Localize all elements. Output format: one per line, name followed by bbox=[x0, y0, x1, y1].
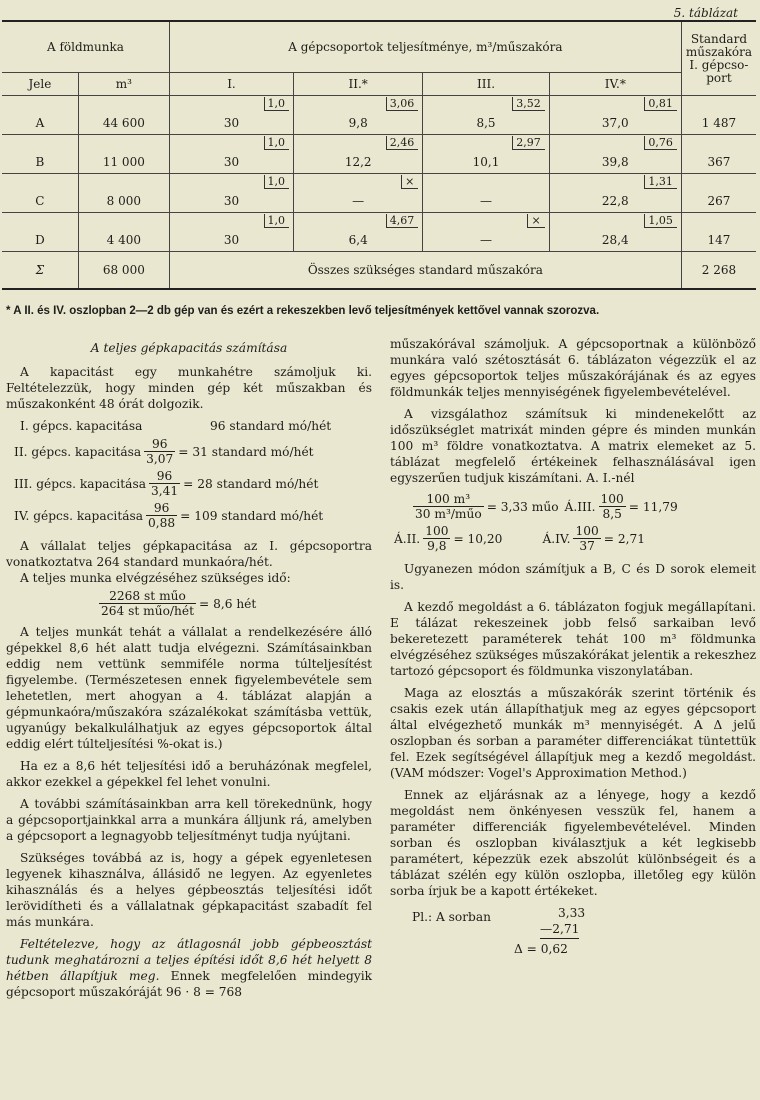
row-label: C bbox=[2, 190, 78, 213]
paragraph: Feltételezve, hogy az átlagosnál jobb gépbeosztást tudunk meghatározni a teljes építési időt 8,6 hét helyett 8 hétben állapítjuk meg. Ennek megfelelően mindegyik gépcsoport műszakóráját 96 · 8 = 768 bbox=[6, 937, 372, 999]
row-m3: 44 600 bbox=[78, 112, 169, 135]
paragraph: A kezdő megoldást a 6. táblázaton fogjuk megállapítani. E tálázat rekeszeinek jobb felső sarkaiban levő bekeretezett paraméterek tehát 100 m³ földmunka elvégzéséhez szükséges műszakórákat jelentik a rekeszhez tartozó gépcsoport és földmunka viszonylatában. bbox=[390, 600, 756, 678]
row-m3: 8 000 bbox=[78, 190, 169, 213]
header-teljesitmeny: A gépcsoportok teljesítménye, m³/műszakóra bbox=[169, 21, 681, 73]
capacity-table bbox=[2, 20, 756, 290]
param-cell: 2,97 bbox=[423, 135, 549, 152]
header-standard: Standard műszakóra I. gépcso- port bbox=[681, 21, 756, 96]
param-cell bbox=[423, 174, 549, 191]
param-cell: 0,76 bbox=[549, 135, 681, 152]
paragraph: Ennek az eljárásnak az a lényege, hogy a kezdő megoldást nem önkényesen vesszük fel, hanem a paraméter differenciák figyelembevételével. Minden sorban és oszlopban kiválasztjuk a két legkisebb paramétert, képezzük ezek abszolút különbségeit és a táblázat szélén egy külön oszlopba, illetőleg egy külön sorba írjuk be a kapott értékeket. bbox=[390, 788, 756, 898]
paragraph: Ugyanezen módon számítjuk a B, C és D sorok elemeit is. bbox=[390, 562, 756, 592]
header-group-1: I. bbox=[169, 73, 293, 96]
matrix-formula: $\frac{\text{100 m³}}{\text{30 m³/műo}}$ = 3,33 műo Á.III. $\frac{100}{8,5}$ = 11,79 bbox=[415, 492, 678, 521]
row-label: B bbox=[2, 151, 78, 174]
value-cell: 12,2 bbox=[294, 151, 423, 174]
paragraph: A teljes munkát tehát a vállalat a rendelkezésére álló gépekkel 8,6 hét alatt tudja elvégezni. Számításainkban eddig nem vettünk semmiféle norma túlteljesítést figyelembe. (Természetesen ennek figyelembevétele sem lehetetlen, mert ahogyan a 4. táblázat alapján a gépmunkaóra/műszakóra százalékokat számításba vettük, ugyanúgy bekalkulálhatjuk az egyes gépcsoportok által eddig elért túlteljesítési %-okat is.) bbox=[6, 625, 372, 751]
header-foldmunka: A földmunka bbox=[2, 21, 169, 73]
header-m3: m³ bbox=[78, 73, 169, 96]
param-cell: 1,0 bbox=[169, 213, 293, 230]
value-cell: 8,5 bbox=[423, 112, 549, 135]
value-cell: 37,0 bbox=[549, 112, 681, 135]
param-cell: 1,0 bbox=[169, 174, 293, 191]
paragraph: Szükséges továbbá az is, hogy a gépek egyenletesen legyenek kihasználva, állásidő ne legyen. Az egyenletes kihasználás és a helyes gépbeosztás teljesítési időt lerövidítheti és a vállalatnak gépkapacitást szabadít fel más munkára. bbox=[6, 851, 372, 929]
param-cell: 1,0 bbox=[169, 135, 293, 152]
value-cell: 9,8 bbox=[294, 112, 423, 135]
row-standard: 147 bbox=[681, 229, 756, 252]
sum-text: Összes szükséges standard műszakóra bbox=[169, 252, 681, 290]
header-group-2: II.* bbox=[294, 73, 423, 96]
value-cell: 39,8 bbox=[549, 151, 681, 174]
delta-example: Pl.: A sorban 3,33 —2,71 Δ = 0,62 bbox=[412, 906, 586, 956]
value-cell: 6,4 bbox=[294, 229, 423, 252]
param-cell: 1,31 bbox=[549, 174, 681, 191]
paragraph: A kapacitást egy munkahétre számoljuk ki. Feltételezzük, hogy minden gép két műszakban és műszakonként 48 órát dolgozik. bbox=[6, 365, 372, 411]
value-cell: — bbox=[423, 229, 549, 252]
value-cell: 30 bbox=[169, 151, 293, 174]
value-cell: 28,4 bbox=[549, 229, 681, 252]
paragraph: műszakórával számoljuk. A gépcsoportnak a különböző munkára való szétosztását 6. táblázaton végezzük el az egyes gépcsoportok teljes műszakórájának és az egyes földmunkák teljes mennyiségének figyelembevételével. bbox=[390, 337, 756, 399]
param-cell: 0,81 bbox=[549, 96, 681, 113]
value-cell: — bbox=[423, 190, 549, 213]
param-cell: × bbox=[294, 174, 423, 191]
paragraph: A vizsgálathoz számítsuk ki mindenekelőtt az időszükséglet matrixát minden gépre és minden munkán 100 m³ földre vonatkoztatva. A matrix elemeket az 5. táblázat megfelelő értékeinek felhasználásával igen egyszerűen tudjuk kiszámítani. A. I.-nél bbox=[390, 407, 756, 485]
capacity-line: II. gépcs. kapacitása $\frac{96}{3,07}$ = 31 standard mó/hét bbox=[14, 437, 314, 466]
value-cell: 10,1 bbox=[423, 151, 549, 174]
value-cell: 30 bbox=[169, 112, 293, 135]
header-group-4: IV.* bbox=[549, 73, 681, 96]
value-cell: 30 bbox=[169, 190, 293, 213]
sum-m3: 68 000 bbox=[78, 252, 169, 290]
paragraph: Maga az elosztás a műszakórák szerint történik és csakis ezek után állapíthatjuk meg az egyes gépcsoport által elvégezhető munkák m³ mennyiségét. A Δ jelű oszlopban és sorban a paraméter differenciákat tüntettük fel. Ezek segítségével állapítjuk meg a kezdő megoldást. (VAM módszer: Vogel's Approximation Method.) bbox=[390, 686, 756, 780]
section-title: A teljes gépkapacitás számítása bbox=[90, 341, 288, 355]
param-cell: 4,67 bbox=[294, 213, 423, 230]
param-cell: 2,46 bbox=[294, 135, 423, 152]
value-cell: 30 bbox=[169, 229, 293, 252]
matrix-formula: Á.II. $\frac{100}{9,8}$ = 10,20 Á.IV. $\frac{100}{37}$ = 2,71 bbox=[394, 524, 645, 553]
row-m3: 11 000 bbox=[78, 151, 169, 174]
paragraph: Ha ez a 8,6 hét teljesítési idő a beruházónak megfelel, akkor ezekkel a gépekkel fel lehet vonulni. bbox=[6, 759, 372, 789]
paragraph: A teljes munka elvégzéséhez szükséges idő: bbox=[20, 571, 291, 585]
time-formula: $\frac{\text{2268 st műo}}{\text{264 st műo/hét}}$ = 8,6 hét bbox=[101, 589, 257, 618]
row-standard: 1 487 bbox=[681, 112, 756, 135]
param-cell: 3,06 bbox=[294, 96, 423, 113]
param-cell: 3,52 bbox=[423, 96, 549, 113]
capacity-line: I. gépcs. kapacitása 96 standard mó/hét bbox=[20, 419, 332, 433]
left-column bbox=[6, 336, 372, 1006]
paragraph: A további számításainkban arra kell törekednünk, hogy a gépcsoportjainkkal arra a munkára álljunk rá, amelyben a gépcsoport a legnagyobb teljesítményt tudja nyújtani. bbox=[6, 797, 372, 843]
header-group-3: III. bbox=[423, 73, 549, 96]
param-cell: × bbox=[423, 213, 549, 230]
table-footnote: * A II. és IV. oszlopban 2—2 db gép van és ezért a rekeszekben levő teljesítmények kettővel vannak szorozva. bbox=[6, 305, 600, 317]
row-standard: 267 bbox=[681, 190, 756, 213]
header-jele: Jele bbox=[2, 73, 78, 96]
param-cell: 1,05 bbox=[549, 213, 681, 230]
row-standard: 367 bbox=[681, 151, 756, 174]
row-label: A bbox=[2, 112, 78, 135]
value-cell: 22,8 bbox=[549, 190, 681, 213]
capacity-line: IV. gépcs. kapacitása $\frac{96}{0,88}$ = 109 standard mó/hét bbox=[14, 501, 324, 530]
capacity-line: III. gépcs. kapacitása $\frac{96}{3,41}$ = 28 standard mó/hét bbox=[14, 469, 319, 498]
row-m3: 4 400 bbox=[78, 229, 169, 252]
sum-label: Σ bbox=[2, 252, 78, 290]
table-number: 5. táblázat bbox=[673, 6, 738, 20]
row-label: D bbox=[2, 229, 78, 252]
paragraph: A vállalat teljes gépkapacitása az I. gépcsoportra vonatkoztatva 264 standard munkaóra/hét. bbox=[6, 539, 372, 569]
sum-standard: 2 268 bbox=[681, 252, 756, 290]
value-cell: — bbox=[294, 190, 423, 213]
right-column bbox=[390, 336, 756, 965]
param-cell: 1,0 bbox=[169, 96, 293, 113]
